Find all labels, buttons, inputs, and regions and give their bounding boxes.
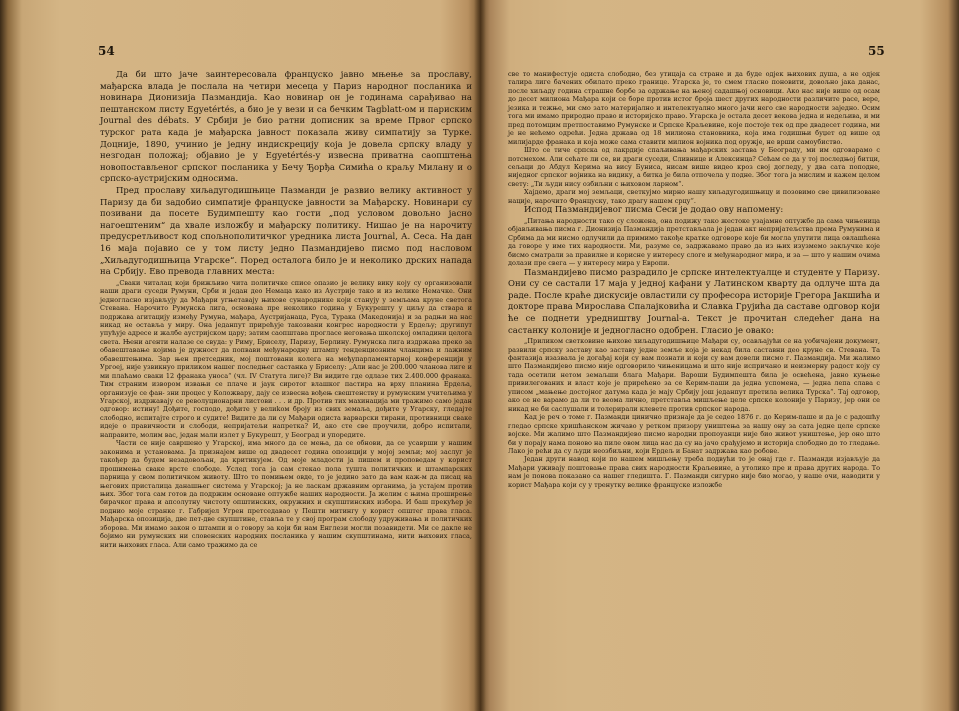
paragraph: све то манифестује одиста слободно, без утицаја са стране и да буде одјек њихових душа, а не одјек талира лиге бачених обилато преко границе. Угарска је, то смем гласно поновити, довољно јака данас, после хиљаду година страшне борбе за одржање на њеној садашњој основици. Ако нас није више од осам до десет милиона Мађара који се боре против истог броја шест других народности различите расе, вере, језика и тежње, ми смо зато материјално и интелектуално много јачи него све народности заједно. Осим тога ми имамо природно право и историјско право. Угарска је остала десет векова једна и недељива, и ми пред потомцим претпоставимо Румунске и Српске Краљевине, које постоје тек од пре двадесет година, ми је не нећемо одрећи. Једна држава од 18 милиона становника, која има годишњи буџет од више од милијарде франака и која може сама ставити милион војника под оружје, не врши самоубиство. bbox=[508, 70, 880, 146]
paragraph: „Питања народности тако су сложена, она подижу тако жестоке узајамне оптужбе да сама чињеница објављивања писма г. Дионизија Пазмандија претстављала је један акт непријатељства према Румунима и Србима да ми нисмо одлучили да примимо такође кратке одговоре које би могла упутити лица овлашћена да говоре у име тих народности. Ми, разуме се, задржавамо право да из њих изузмемо закључке које бисмо сматрали за правилне и корисне у интересу слоге и међународног мира, и за — што у нашим очима долази пре свега — у интересу мира у Европи. bbox=[508, 216, 880, 268]
paragraph: Кад је реч о томе г. Пазманди цинично признаје да је седео 1876 г. до Керим-паше и да је с радошћу гледао српске хришћанском жичаво у ретком призору уништења за нашу ону за сата једне целе српске војске. Ми жалимо што Пазмандијево писмо народни пропоуанци није био живот уништење, јер оно што би у порају нама поново на пиле овом лица нас да су на јачо срађујемо и историја слободно до то гледање. Лако је рећи да су људи неозбиљни, који Ердељ и Банат задржава као робове. bbox=[508, 413, 880, 456]
paragraph: „Сваки читалац који брижљиво чита политичке списе опазио је велику вику коју су организовали наши драги суседи Румуни, Срби и један део Немаца како из Аустрије тако и из велике Немачке. Они једногласно изјављују да Мађари угњетавају њихове сународнике који станују у земљама круне светога Стевана. Нарочито Румунска лига, основана пре неколико година у Букурешту у циљу да ствара и подржава агитацију између Румуна, мађара, Аустријанаца, Руса, Турака (Македонија) и за радњи на нас никад не оставља у миру. Она једанпут прирећује такозвани конгрес народности у Ердељу; другипут упућује адресе и жалбе аустријском цару; затим саопштава прогласе неговања школској омладини целога света. Њени агенти налазе се свуда: у Риму, Бриселу, Паризу, Берлину. Румунска лига издржава преко за обавештавање којима је дужност да попвави међународну штампу тенденциозним чланцима и лажним обавештењима. Зар њен претседник, мој поштовани колега на међупарламентарној конференцији у Ургоеј, није узвикнуо приликом нашег последњег састанка у Бриселу: „Али нас је 200.000 чланова лиге и ми плаћамо сваки 12 франака уноса“ (чл. IV Статута лиге)? Ви видите где одлазе тих 2.400.000 франака. Тим страним извором извањи се плаче и јаук сиротог влашког пастира на врху планина Ердеља, организује се фан- зни процес у Коложвару, дају се извесна вођењ свештенству и румунским учитељима у Угарској, издржавају се револуционарни листови . . . и др. Против тих махинација ми тражимо само један одговор: истину! Дођите, господо, дођите у велиkом броју из свих земаља, дођите у Угарску, гледајте слободно, испитајте строго и судите! Видите да ли су Мађари одиста варварски тирани, противници сваке идеје о правичности и слободи, непријатељи напретка? И, ако сте све проучили, добро испитали, направите, молим вас, један мали излет у Букурешт, у Београд и упоредите. bbox=[100, 278, 472, 439]
right-page bbox=[480, 0, 959, 711]
page-number-left: 54 bbox=[98, 44, 115, 58]
paragraph: Пред прославу хиљадугодишњице Пазманди је развио велику активност у Паризу да би задобио симпатије француске јавности за Мађарску. Новинари су позивани да посете Будимпешту као гости „под условом довољно јасно нагоештеним“ да хвале изложбу и мађарску политику. Нишао је на нарочиту предусретљивост код спољнополитичког уредника листа Journal, А. Сеса. На дан 16 маја појавио се у том листу једно Пазмандијево писмо под насловом „Хиљадугодишњица Угарске“. Поред осталога било је и неколико дрских напада на Србију. Ево превода главних места: bbox=[100, 185, 472, 278]
paragraph: Један други навод који по нашем мишљењу треба подвући то је онај где г. Пазманди изјављује да Мађари уживају поштовање права свих народности Краљевине, а утолико пре и права других народа. То нам је понова показано са нашег гледишта. Г. Пазманди сигурно није био могао, у наше очи, наводити у корист Мађара који су у тренутку велике француске изложбе bbox=[508, 455, 880, 489]
paragraph: Части се није савршено у Угарској, има много да се мења, да се обнови, да се усаврши у нашим законима и установама. Ја признајем више од двадесет година опозицији у мојој земљи; мој заслуг је такођер да будем незадовољан, да критикујем. Од моје младости ја пишем и проповедам у корист прошимења сваке врсте слободе. Услед тога ја сам стекао пола тушта политичких и штампарских парница у свом политичком животу. Што то помињем овде, то је једино зато да вам каж-м да писац на његових присталица данашњег система у Угарској; ја не ласкам државним органима, ја устајем против њих. Због тога сам готов да подржим основане оптужбе наших народности. Ја желим с њима проширење бирачког права и апсолутну чистоту општинских, окружних и скупштинских избора. И баш прекућер је поднио моје странке г. Габријел Угрен претседавао у Пешти митингу у корист општег права гласа. Мађарска опозиција, две пет-две скупштине, ставља те у свој програм слободу удруживања и политичких зборова. Ми имамо закон о штампи и о говору за који би нам Енглези могли позавидети. Ми се дакле не бојимо ни румунских ни словенских народних посланика у нашим скупштинама, нити њихових гласа, нити њихових гласа. Али само тражимо да се bbox=[100, 439, 472, 549]
paragraph: Пазмандијево писмо разрадило је српске интелектуалце и студенте у Паризу. Они су се састали 17 маја у једној кафани у Латинском кварту да одлуче шта да раде. После краће дискусије овластили су професора историје Грегора Јакшића и докторе права Мирослава Спалајковића и Славка Грујића да саставе одговор који ће се поднети уредништву Journal-а. Текст је прочитан следећег дана на састанку колоније и једногласно одобрен. Гласио је овако: bbox=[508, 267, 880, 336]
page-number-right: 55 bbox=[868, 44, 885, 58]
book-gutter bbox=[474, 0, 486, 711]
paragraph: Испод Пазмандијевог писма Сеси је додао ову напомену: bbox=[524, 205, 784, 216]
left-page-text bbox=[100, 70, 472, 549]
paragraph: „Приликом светковине њихове хиљадугодишњице Мађари су, осављајући се на уобичајени документ, развили српску заставу као заставу једне земље која је некад била саставни део круне св. Стевана. Та фантазија изазвала је догађај који су вам познати и који су вам довели писмо г. Пазмандија. Ми жалимо што Пазмандијево писмо није одговорило чињеницама и што није испричано и неизмерну радост коју су тада осетили нетом земаљши блага Мађари. Вароши Будимпешта била је освећена, јавно куњење привилегованих и власт које је прирећено за се Керим-паши да једна успомена, — једна лепа слава с уписом „мањење достојног датума када је мају Србију још једанпут претила велика Турска“. Тај одговор, ако се не варамо да ли то веома лично, претставља мишљење целе српске колоније у Паризу, јер они се никад не би саслушали и толерирали клевете против српског народа. bbox=[508, 337, 880, 413]
paragraph: Да би што јаче заинтересовала француско јавно мњење за прославу, мађарска влада је послала на четири месеца у Париз народног посланика и новинара Дионизија Пазмандија. Као новинар он је годинама сарађивао на пештанском листу Egyetértés, а био је у вези и са бечким Tagblatt-ом и париским Journal des débats. У Србији је био ратни дописник за време Првог српско турског рата када је мађарска јавност показала живу симпатију за Турке. Доцније, 1890, учинио је једну индискрецију која је довела српску владу у незгодан положај; објавио је у Egyetértés-у извесна приватна саопштења новопостављеног српског посланика у Бечу Ђорђа Симића о краљу Милану и о српско-аустријским односима. bbox=[100, 70, 472, 185]
paragraph: Хајдемо, драги мој земљаци, светкујмо мирно нашу хиљадугодишњицу и позовимо све цивилизоване нације, нарочито Француску, тако драгу нашем срцу“. bbox=[508, 188, 880, 205]
paragraph: Што се тиче српска од лакрдије спаљивања мађарских застава у Београду, ми им одговарамо с потсмехом. Али сећате ли се, ви драги суседи, Сливнице и Алексинца? Сећам се да у тој последњој битци, сељаци до Абдул Керима на вису Буниса, нисам више видео кроз свој догледу, у два сата поподне, ниједног српског војника на видику, а битка је била отпочела у подне. Због тога ја мислим и кажем целом свету: „Ти људи нису озбиљни с њиховом ларном“. bbox=[508, 146, 880, 188]
right-page-text bbox=[508, 70, 880, 489]
